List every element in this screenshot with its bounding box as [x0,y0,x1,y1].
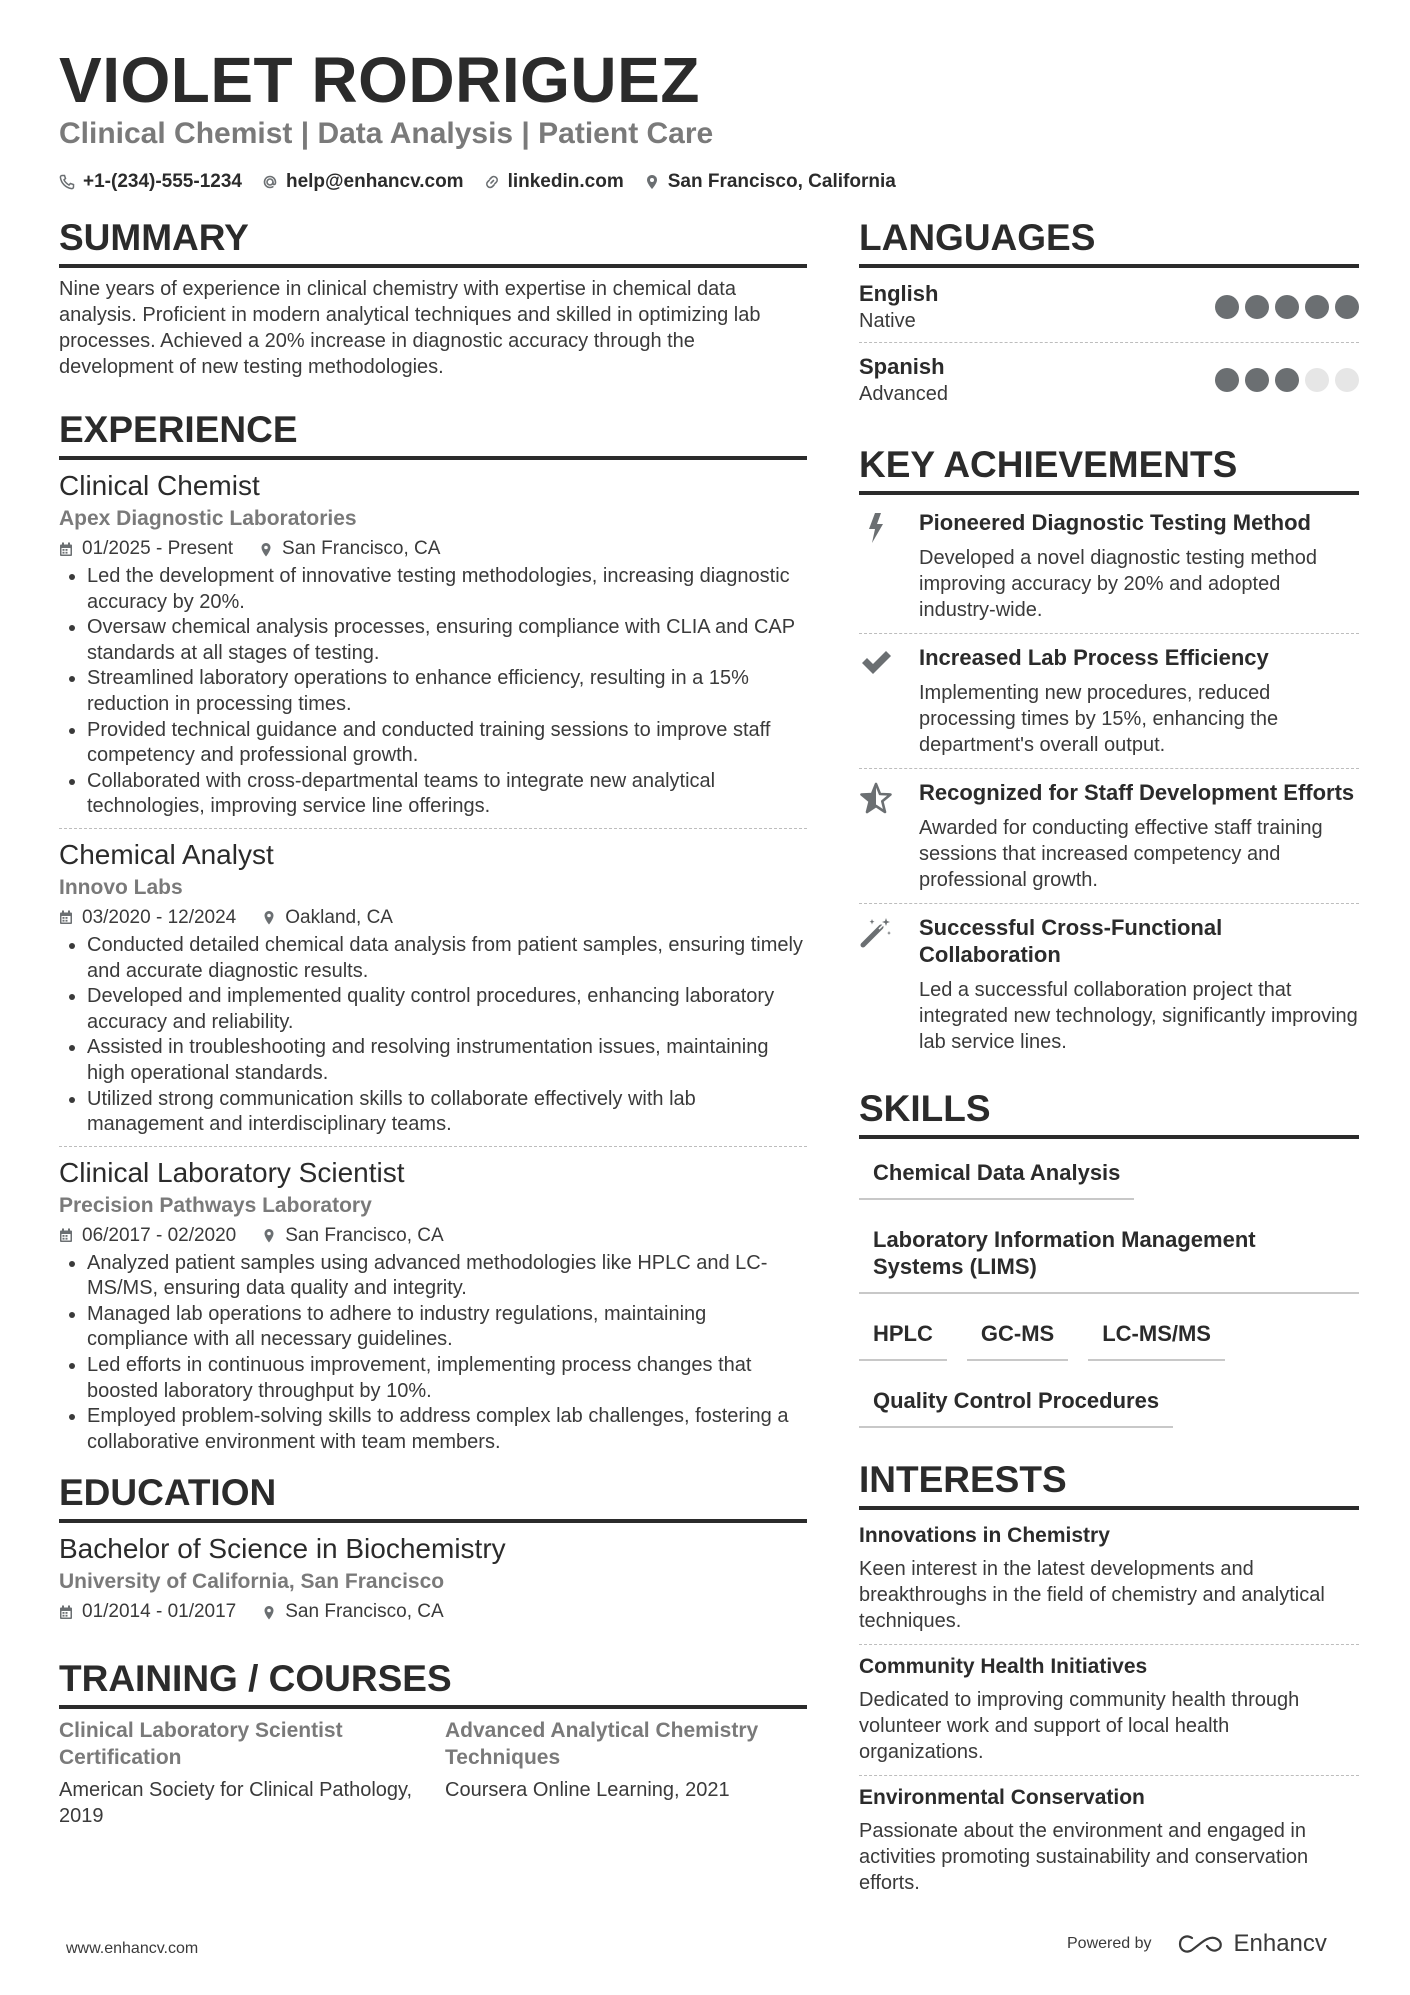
calendar-icon [59,542,73,557]
education-meta [59,1597,807,1627]
company-name: Apex Diagnostic Laboratories [59,507,357,530]
linkedin-text: linkedin.com [507,171,624,192]
job-location: Oakland, CA [285,906,393,928]
interest-item [859,1649,1359,1776]
bullet-item: • Analyzed patient samples using advanced methodologies like HPLC and LC-MS/MS, ensuring data quality and integrity. [87,1251,807,1302]
calendar-icon [59,1228,73,1243]
brand-logo[interactable] [1178,1930,1327,1958]
course-provider: Coursera Online Learning, 2021 [445,1779,730,1802]
interests-section [859,1458,1359,1906]
bullet-item: • Developed and implemented quality control procedures, enhancing laboratory accuracy and reliability. [87,984,807,1035]
languages-heading: LANGUAGES [859,216,1359,268]
rating-dot-filled [1215,368,1239,392]
achievement-desc: Implementing new procedures, reduced processing times by 15%, enhancing the department's overall output. [919,682,1279,756]
job-meta [59,903,807,933]
footer-website[interactable]: www.enhancv.com [66,1940,199,1957]
interest-desc: Passionate about the environment and engaged in activities promoting sustainability and conservation efforts. [859,1820,1309,1894]
contact-linkedin[interactable] [484,168,624,196]
right-column [859,216,1359,1910]
achievement-desc: Developed a novel diagnostic testing method improving accuracy by 20% and adopted industry-wide. [919,547,1318,621]
job-bullets [59,933,807,1138]
summary-section [59,216,807,380]
magic-wand-icon [859,916,893,950]
language-item [859,349,1359,415]
phone-icon [59,174,75,190]
location-pin-icon [262,1228,276,1243]
skill-list [859,1147,1359,1428]
achievement-item [859,908,1359,1065]
checkmark-icon [859,646,893,680]
skill-tag: HPLC [859,1312,947,1361]
bullet-item: • Oversaw chemical analysis processes, ensuring compliance with CLIA and CAP standards at all stages of testing. [87,615,807,666]
interests-heading: INTERESTS [859,1458,1359,1510]
link-icon [484,174,500,190]
bullet-item: • Led the development of innovative testing methodologies, increasing diagnostic accuracy by 20%. [87,564,807,615]
education-dates: 01/2014 - 01/2017 [82,1601,237,1623]
skills-section [859,1087,1359,1428]
interest-item [859,1518,1359,1645]
education-location: San Francisco, CA [285,1601,444,1623]
rating-dot-filled [1275,295,1299,319]
bullet-item: • Collaborated with cross-departmental teams to integrate new analytical technologies, improving service line offerings. [87,769,807,820]
location-pin-icon [259,542,273,557]
job-entry [59,837,807,1147]
job-bullets [59,1251,807,1456]
course-item [445,1717,807,1829]
footer-branding [1067,1930,1327,1958]
language-name: Spanish [859,354,945,379]
course-item [59,1717,421,1829]
language-level: Native [859,310,916,332]
bullet-item: • Streamlined laboratory operations to enhance efficiency, resulting in a 15% reduction in processing times. [87,666,807,717]
rating-dot-filled [1215,295,1239,319]
job-title: Clinical Laboratory Scientist [59,1156,405,1188]
bullet-item: • Managed lab operations to adhere to industry regulations, maintaining compliance with all necessary guidelines. [87,1302,807,1353]
language-rating [1215,368,1359,392]
interest-title: Environmental Conservation [859,1786,1145,1809]
achievement-title: Recognized for Staff Development Efforts [919,780,1355,805]
course-provider: American Society for Clinical Pathology, 2019 [59,1779,413,1828]
contact-location [644,168,896,196]
job-title: Chemical Analyst [59,838,274,870]
phone-text: +1-(234)-555-1234 [83,171,242,192]
achievement-title: Successful Cross-Functional Collaboration [919,915,1223,967]
interest-desc: Keen interest in the latest developments and breakthroughs in the field of chemistry and analytical techniques. [859,1558,1325,1632]
rating-dot-filled [1245,368,1269,392]
contact-email[interactable] [262,168,464,196]
job-dates: 06/2017 - 02/2020 [82,1224,237,1246]
brand-name: Enhancv [1233,1930,1327,1957]
languages-section [859,216,1359,415]
company-name: Innovo Labs [59,875,183,899]
location-pin-icon [262,1605,276,1620]
job-dates: 03/2020 - 12/2024 [82,906,237,928]
interest-title: Community Health Initiatives [859,1655,1148,1678]
degree-title: Bachelor of Science in Biochemistry [59,1533,506,1565]
experience-section [59,408,807,1463]
rating-dot-empty [1305,368,1329,392]
bullet-item: • Led efforts in continuous improvement, implementing process changes that boosted laboratory throughput by 10%. [87,1353,807,1404]
job-entry [59,468,807,829]
rating-dot-filled [1245,295,1269,319]
location-pin-icon [644,174,660,190]
language-name: English [859,281,939,306]
bullet-item: • Employed problem-solving skills to address complex lab challenges, fostering a collaborative environment with team members. [87,1404,807,1455]
rating-dot-filled [1275,368,1299,392]
achievement-item [859,503,1359,634]
achievement-title: Pioneered Diagnostic Testing Method [919,510,1311,535]
course-title: Advanced Analytical Chemistry Techniques [445,1719,759,1770]
skill-tag: Quality Control Procedures [859,1379,1173,1428]
training-heading: TRAINING / COURSES [59,1657,807,1709]
achievement-item [859,773,1359,904]
job-meta [59,1221,807,1251]
candidate-name: VIOLET RODRIGUEZ [59,44,700,116]
skill-tag: Chemical Data Analysis [859,1151,1134,1200]
summary-text: Nine years of experience in clinical chemistry with expertise in chemical data analysis. Proficient in modern analytical techniques and skilled in optimizing lab processes. Achieved a 20% increase in diagnostic accuracy through the development of new testing methodologies. [59,278,761,378]
candidate-headline: Clinical Chemist | Data Analysis | Patient Care [59,117,714,150]
job-location: San Francisco, CA [282,538,441,559]
job-meta [59,534,807,564]
job-entry [59,1155,807,1464]
language-rating [1215,295,1359,319]
bullet-item: • Conducted detailed chemical data analysis from patient samples, ensuring timely and accurate diagnostic results. [87,933,807,984]
interest-item [859,1780,1359,1906]
bullet-item: • Provided technical guidance and conducted training sessions to improve staff competency and professional growth. [87,718,807,769]
achievements-heading: KEY ACHIEVEMENTS [859,443,1359,495]
job-dates: 01/2025 - Present [82,538,234,559]
achievements-section [859,443,1359,1065]
contact-phone[interactable] [59,168,242,196]
achievement-title: Increased Lab Process Efficiency [919,645,1269,670]
calendar-icon [59,1605,73,1620]
enhancv-logo-icon [1178,1932,1224,1956]
skill-tag: LC-MS/MS [1088,1312,1225,1361]
training-section [59,1657,807,1829]
achievement-desc: Awarded for conducting effective staff training sessions that increased competency and professional growth. [919,817,1323,891]
language-level: Advanced [859,383,948,405]
job-title: Clinical Chemist [59,470,260,501]
job-bullets [59,564,807,820]
rating-dot-filled [1335,295,1359,319]
lightning-icon [859,511,893,545]
education-section [59,1471,807,1627]
language-item [859,276,1359,343]
course-list [59,1717,807,1829]
left-column [59,216,807,1829]
bullet-item: • Utilized strong communication skills to collaborate effectively with lab management and interdisciplinary teams. [87,1087,807,1138]
experience-heading: EXPERIENCE [59,408,807,460]
interest-title: Innovations in Chemistry [859,1524,1110,1547]
achievement-desc: Led a successful collaboration project that integrated new technology, significantly improving lab service lines. [919,979,1358,1053]
skill-tag: Laboratory Information Management Systems (LIMS) [859,1218,1359,1294]
school-name: University of California, San Francisco [59,1570,445,1594]
powered-by-label: Powered by [1067,1935,1152,1952]
interest-desc: Dedicated to improving community health through volunteer work and support of local health organizations. [859,1689,1300,1763]
summary-heading: SUMMARY [59,216,807,268]
skills-heading: SKILLS [859,1087,1359,1139]
bullet-item: • Assisted in troubleshooting and resolving instrumentation issues, maintaining high operational standards. [87,1035,807,1086]
contact-bar [59,168,896,196]
at-icon [262,174,278,190]
company-name: Precision Pathways Laboratory [59,1193,372,1217]
education-heading: EDUCATION [59,1471,807,1523]
star-icon [859,781,893,815]
achievement-item [859,638,1359,769]
rating-dot-empty [1335,368,1359,392]
rating-dot-filled [1305,295,1329,319]
location-pin-icon [262,910,276,925]
location-text: San Francisco, California [667,171,896,192]
job-location: San Francisco, CA [285,1224,444,1246]
skill-tag: GC-MS [967,1312,1068,1361]
calendar-icon [59,910,73,925]
course-title: Clinical Laboratory Scientist Certification [59,1719,343,1770]
email-text: help@enhancv.com [285,171,464,192]
